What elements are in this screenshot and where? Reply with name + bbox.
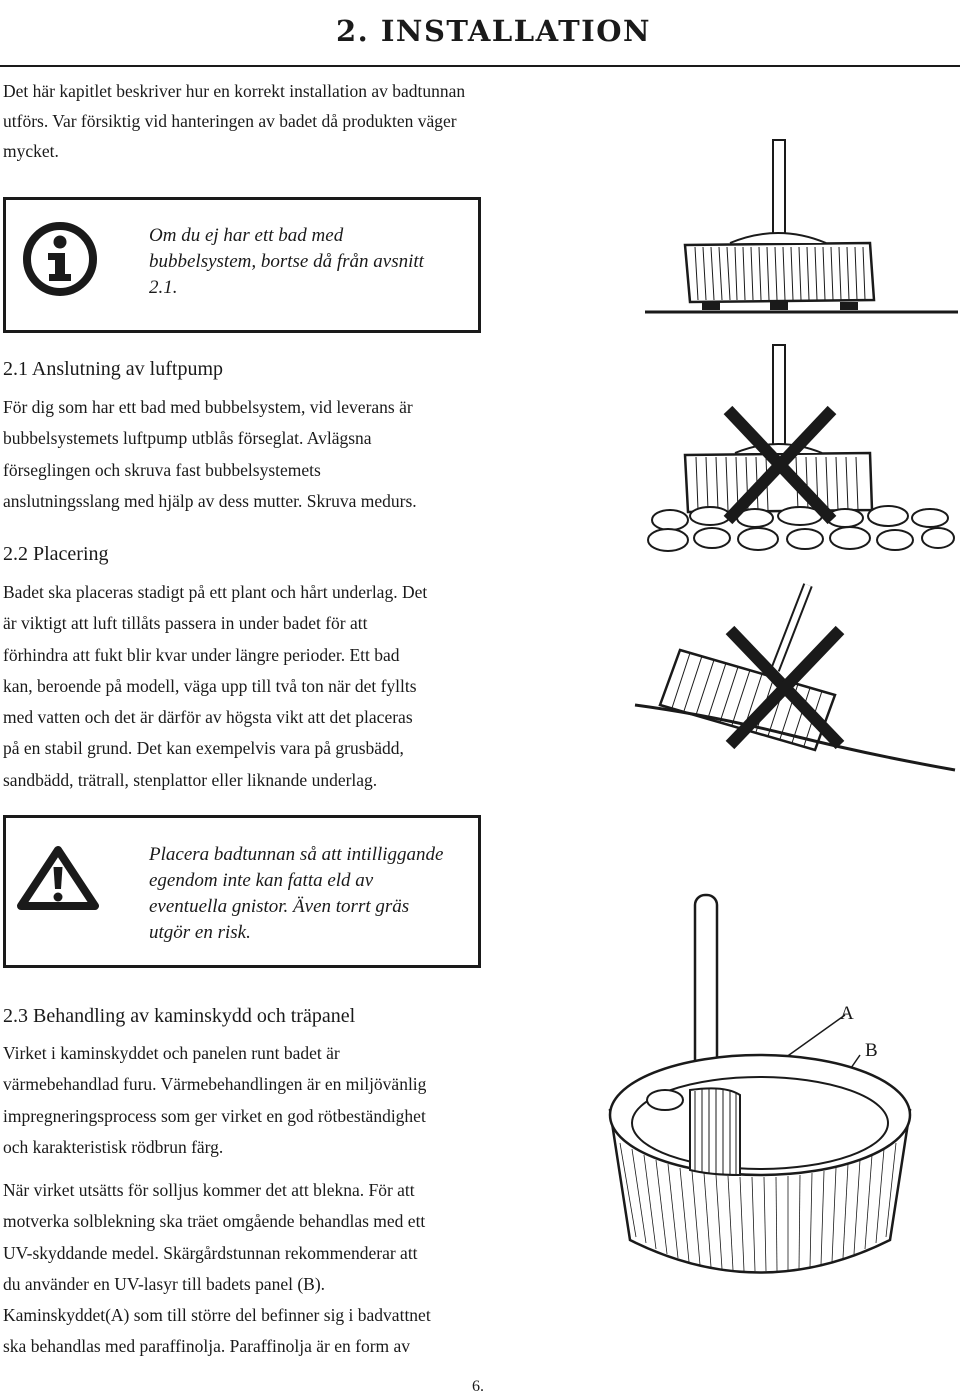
info-line: Om du ej har ett bad med bbox=[149, 225, 344, 246]
text-line: med vatten och det är därför av högsta vikt att det placeras bbox=[3, 707, 413, 728]
info-notice-text bbox=[149, 223, 424, 301]
text-line: För dig som har ett bad med bubbelsystem, vid leverans är bbox=[3, 397, 413, 417]
warning-notice-text bbox=[149, 842, 443, 946]
text-line: förhindra att fukt blir kvar under längre perioder. Ett bad bbox=[3, 644, 400, 665]
figure-label-b: B bbox=[865, 1040, 878, 1061]
info-notice-box bbox=[3, 197, 481, 333]
section-2-2-heading: 2.2 Placering bbox=[3, 543, 109, 565]
text-line: värmebehandlad furu. Värmebehandlingen är en miljövänlig bbox=[3, 1074, 427, 1095]
text-line: kan, beroende på modell, väga upp till två ton när det fyllts bbox=[3, 675, 417, 696]
section-2-2-paragraph bbox=[3, 577, 483, 796]
tub-on-stones-crossed-illustration bbox=[640, 340, 960, 560]
text-line: När virket utsätts för solljus kommer det att blekna. För att bbox=[3, 1180, 415, 1200]
figure-label-a: A bbox=[840, 1003, 854, 1024]
page-number: 6. bbox=[472, 1378, 484, 1395]
warning-line: utgör en risk. bbox=[149, 922, 251, 943]
section-2-3-paragraph-1 bbox=[3, 1038, 483, 1163]
text-line: bubbelsystemets luftpump utblås förseglat. Avlägsna bbox=[3, 428, 372, 449]
tub-on-slope-crossed-illustration bbox=[630, 575, 960, 775]
text-line: du använder en UV-lasyr till badets panel (B). bbox=[3, 1273, 326, 1294]
text-line: och karakteristisk rödbrun färg. bbox=[3, 1136, 224, 1157]
text-line: impregneringsprocess som ger virket en god rötbeständighet bbox=[3, 1105, 426, 1126]
text-line: anslutningsslang med hjälp av dess mutter. Skruva medurs. bbox=[3, 490, 417, 511]
text-line: är viktigt att luft tillåts passera in under badet för att bbox=[3, 613, 368, 634]
tub-with-stove-guard-illustration bbox=[590, 885, 930, 1295]
text-line: Badet ska placeras stadigt på ett plant och hårt underlag. Det bbox=[3, 582, 428, 602]
warning-notice-box bbox=[3, 815, 481, 968]
section-2-3-heading: 2.3 Behandling av kaminskydd och träpanel bbox=[3, 1005, 356, 1027]
section-2-1-heading: 2.1 Anslutning av luftpump bbox=[3, 358, 223, 380]
title-rule bbox=[0, 65, 960, 67]
chapter-title: 2. INSTALLATION bbox=[336, 14, 651, 48]
intro-paragraph: Det här kapitlet beskriver hur en korrekt installation av badtunnan utförs. Var försiktig vid hanteringen av badet då produkten väger mycket. bbox=[3, 81, 466, 161]
section-2-1-paragraph bbox=[3, 392, 483, 517]
text-line: Kaminskyddet(A) som till större del befinner sig i badvattnet bbox=[3, 1305, 431, 1326]
text-line: ska behandlas med paraffinolja. Paraffinolja är en form av bbox=[3, 1336, 411, 1357]
warning-icon bbox=[16, 845, 100, 911]
info-line: 2.1. bbox=[149, 277, 178, 298]
text-line: sandbädd, trätrall, stenplattor eller liknande underlag. bbox=[3, 769, 378, 790]
warning-line: Placera badtunnan så att intilliggande bbox=[149, 844, 444, 865]
text-line: UV-skyddande medel. Skärgårdstunnan rekommenderar att bbox=[3, 1242, 418, 1263]
text-line: Virket i kaminskyddet och panelen runt badet är bbox=[3, 1043, 340, 1063]
text-line: motverka solblekning ska träet omgående behandlas med ett bbox=[3, 1211, 426, 1232]
text-line: på en stabil grund. Det kan exempelvis vara på grusbädd, bbox=[3, 738, 404, 759]
tub-on-flat-ground-illustration bbox=[640, 135, 960, 325]
section-2-3-paragraph-2 bbox=[3, 1175, 483, 1363]
info-line: bubbelsystem, bortse då från avsnitt bbox=[149, 251, 424, 272]
info-icon bbox=[20, 219, 100, 299]
warning-line: egendom inte kan fatta eld av bbox=[149, 870, 374, 891]
warning-line: eventuella gnistor. Även torrt gräs bbox=[149, 896, 410, 917]
text-line: förseglingen och skruva fast bubbelsystemets bbox=[3, 459, 321, 480]
